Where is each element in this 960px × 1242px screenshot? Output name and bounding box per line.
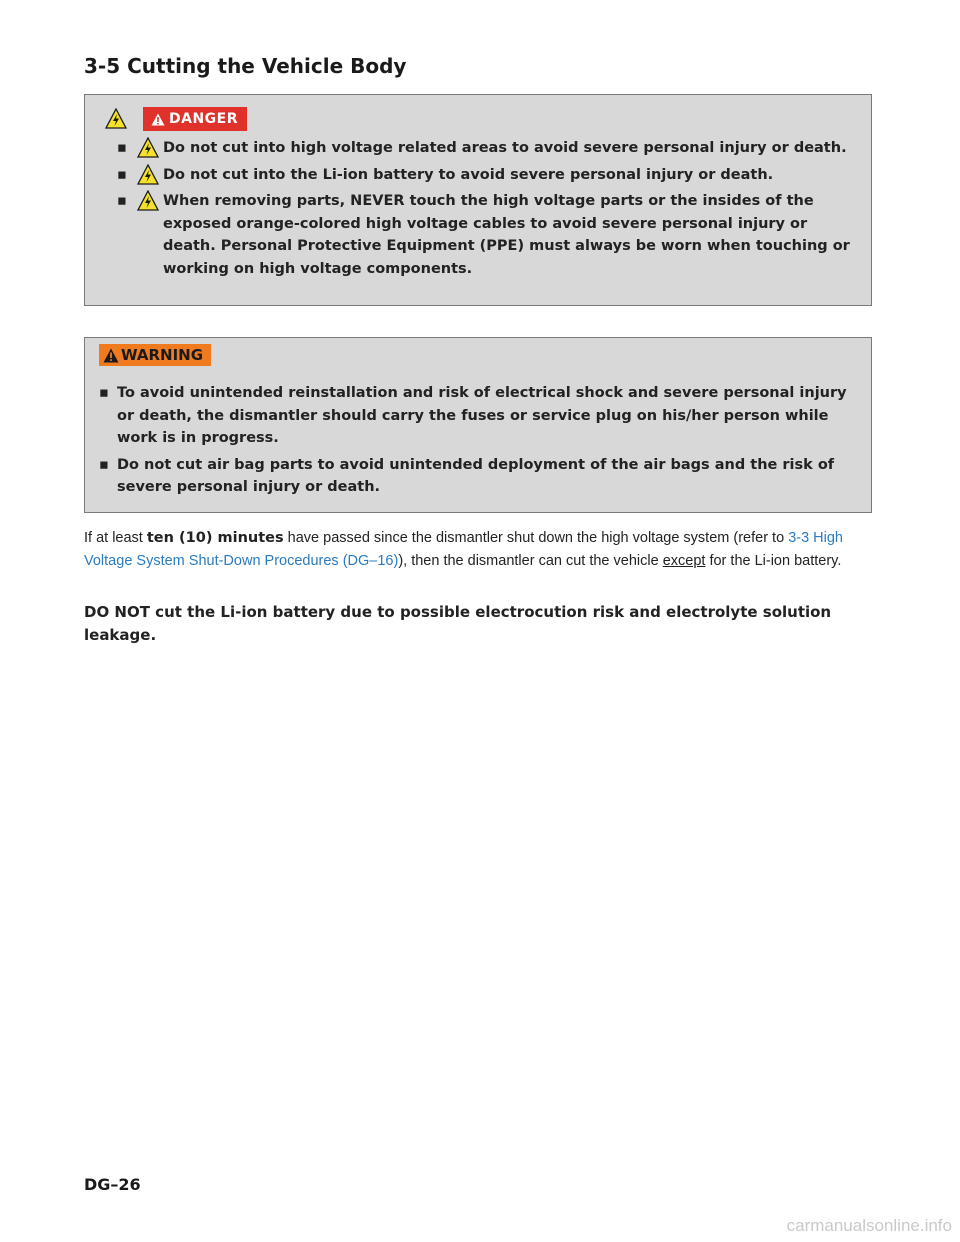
danger-box: [84, 94, 872, 306]
warning-item-text: Do not cut air bag parts to avoid unintended deployment of the air bags and the risk of severe personal injury or death.: [117, 456, 835, 495]
danger-list: [117, 137, 851, 284]
bullet: ▪: [117, 166, 127, 183]
alert-triangle-icon: [151, 113, 165, 126]
warning-list: [99, 382, 851, 503]
high-voltage-warning-icon: [137, 190, 159, 212]
warning-item: [99, 454, 851, 499]
danger-label: [143, 107, 247, 131]
warning-box: [84, 337, 872, 513]
danger-header: [105, 107, 247, 131]
body-text: for the Li-ion battery.: [705, 552, 842, 569]
bullet: ▪: [99, 456, 109, 473]
danger-item-text: Do not cut into the Li-ion battery to avoid severe personal injury or death.: [163, 166, 774, 183]
danger-item-text: When removing parts, NEVER touch the high voltage parts or the insides of the exposed orange-colored high voltage cables to avoid severe personal injury or death. Personal Protective Equipment (PPE) must always be worn when touching or working on high voltage components.: [163, 193, 850, 277]
warning-label-text: WARNING: [121, 346, 204, 364]
high-voltage-warning-icon: [137, 137, 159, 159]
high-voltage-warning-icon: [105, 108, 127, 130]
bullet: ▪: [99, 385, 109, 401]
danger-item: [117, 164, 851, 187]
section-title: 3-5 Cutting the Vehicle Body: [84, 54, 407, 78]
underlined-text: except: [662, 552, 706, 569]
cross-reference-link[interactable]: 3-3 High Voltage System Shut-Down Procedures (DG–16): [84, 530, 843, 569]
danger-item: [117, 190, 851, 280]
alert-triangle-icon: [103, 348, 119, 363]
warning-item-text: To avoid unintended reinstallation and risk of electrical shock and severe personal injury or death, the dismantler should carry the fuses or service plug on his/her person while work is in progress.: [117, 385, 847, 446]
high-voltage-warning-icon: [137, 164, 159, 186]
emphasis-text: ten (10) minutes: [146, 530, 284, 546]
body-text: have passed since the dismantler shut down the high voltage system (refer to: [283, 530, 789, 546]
bullet: ▪: [117, 193, 127, 209]
caution-paragraph: DO NOT cut the Li-ion battery due to possible electrocution risk and electrolyte solution leakage.: [84, 603, 832, 644]
page-number: DG–26: [84, 1175, 141, 1194]
danger-label-text: DANGER: [169, 111, 239, 127]
warning-item: [99, 382, 851, 450]
danger-item: [117, 137, 851, 160]
body-paragraph: [84, 527, 874, 572]
bullet: ▪: [117, 140, 127, 156]
danger-item-text: Do not cut into high voltage related areas to avoid severe personal injury or death.: [163, 140, 847, 156]
body-text: If at least: [84, 530, 147, 546]
warning-label: [99, 344, 211, 366]
body-text: ), then the dismantler can cut the vehicle: [398, 552, 663, 569]
watermark: carmanualsonline.info: [786, 1216, 952, 1235]
